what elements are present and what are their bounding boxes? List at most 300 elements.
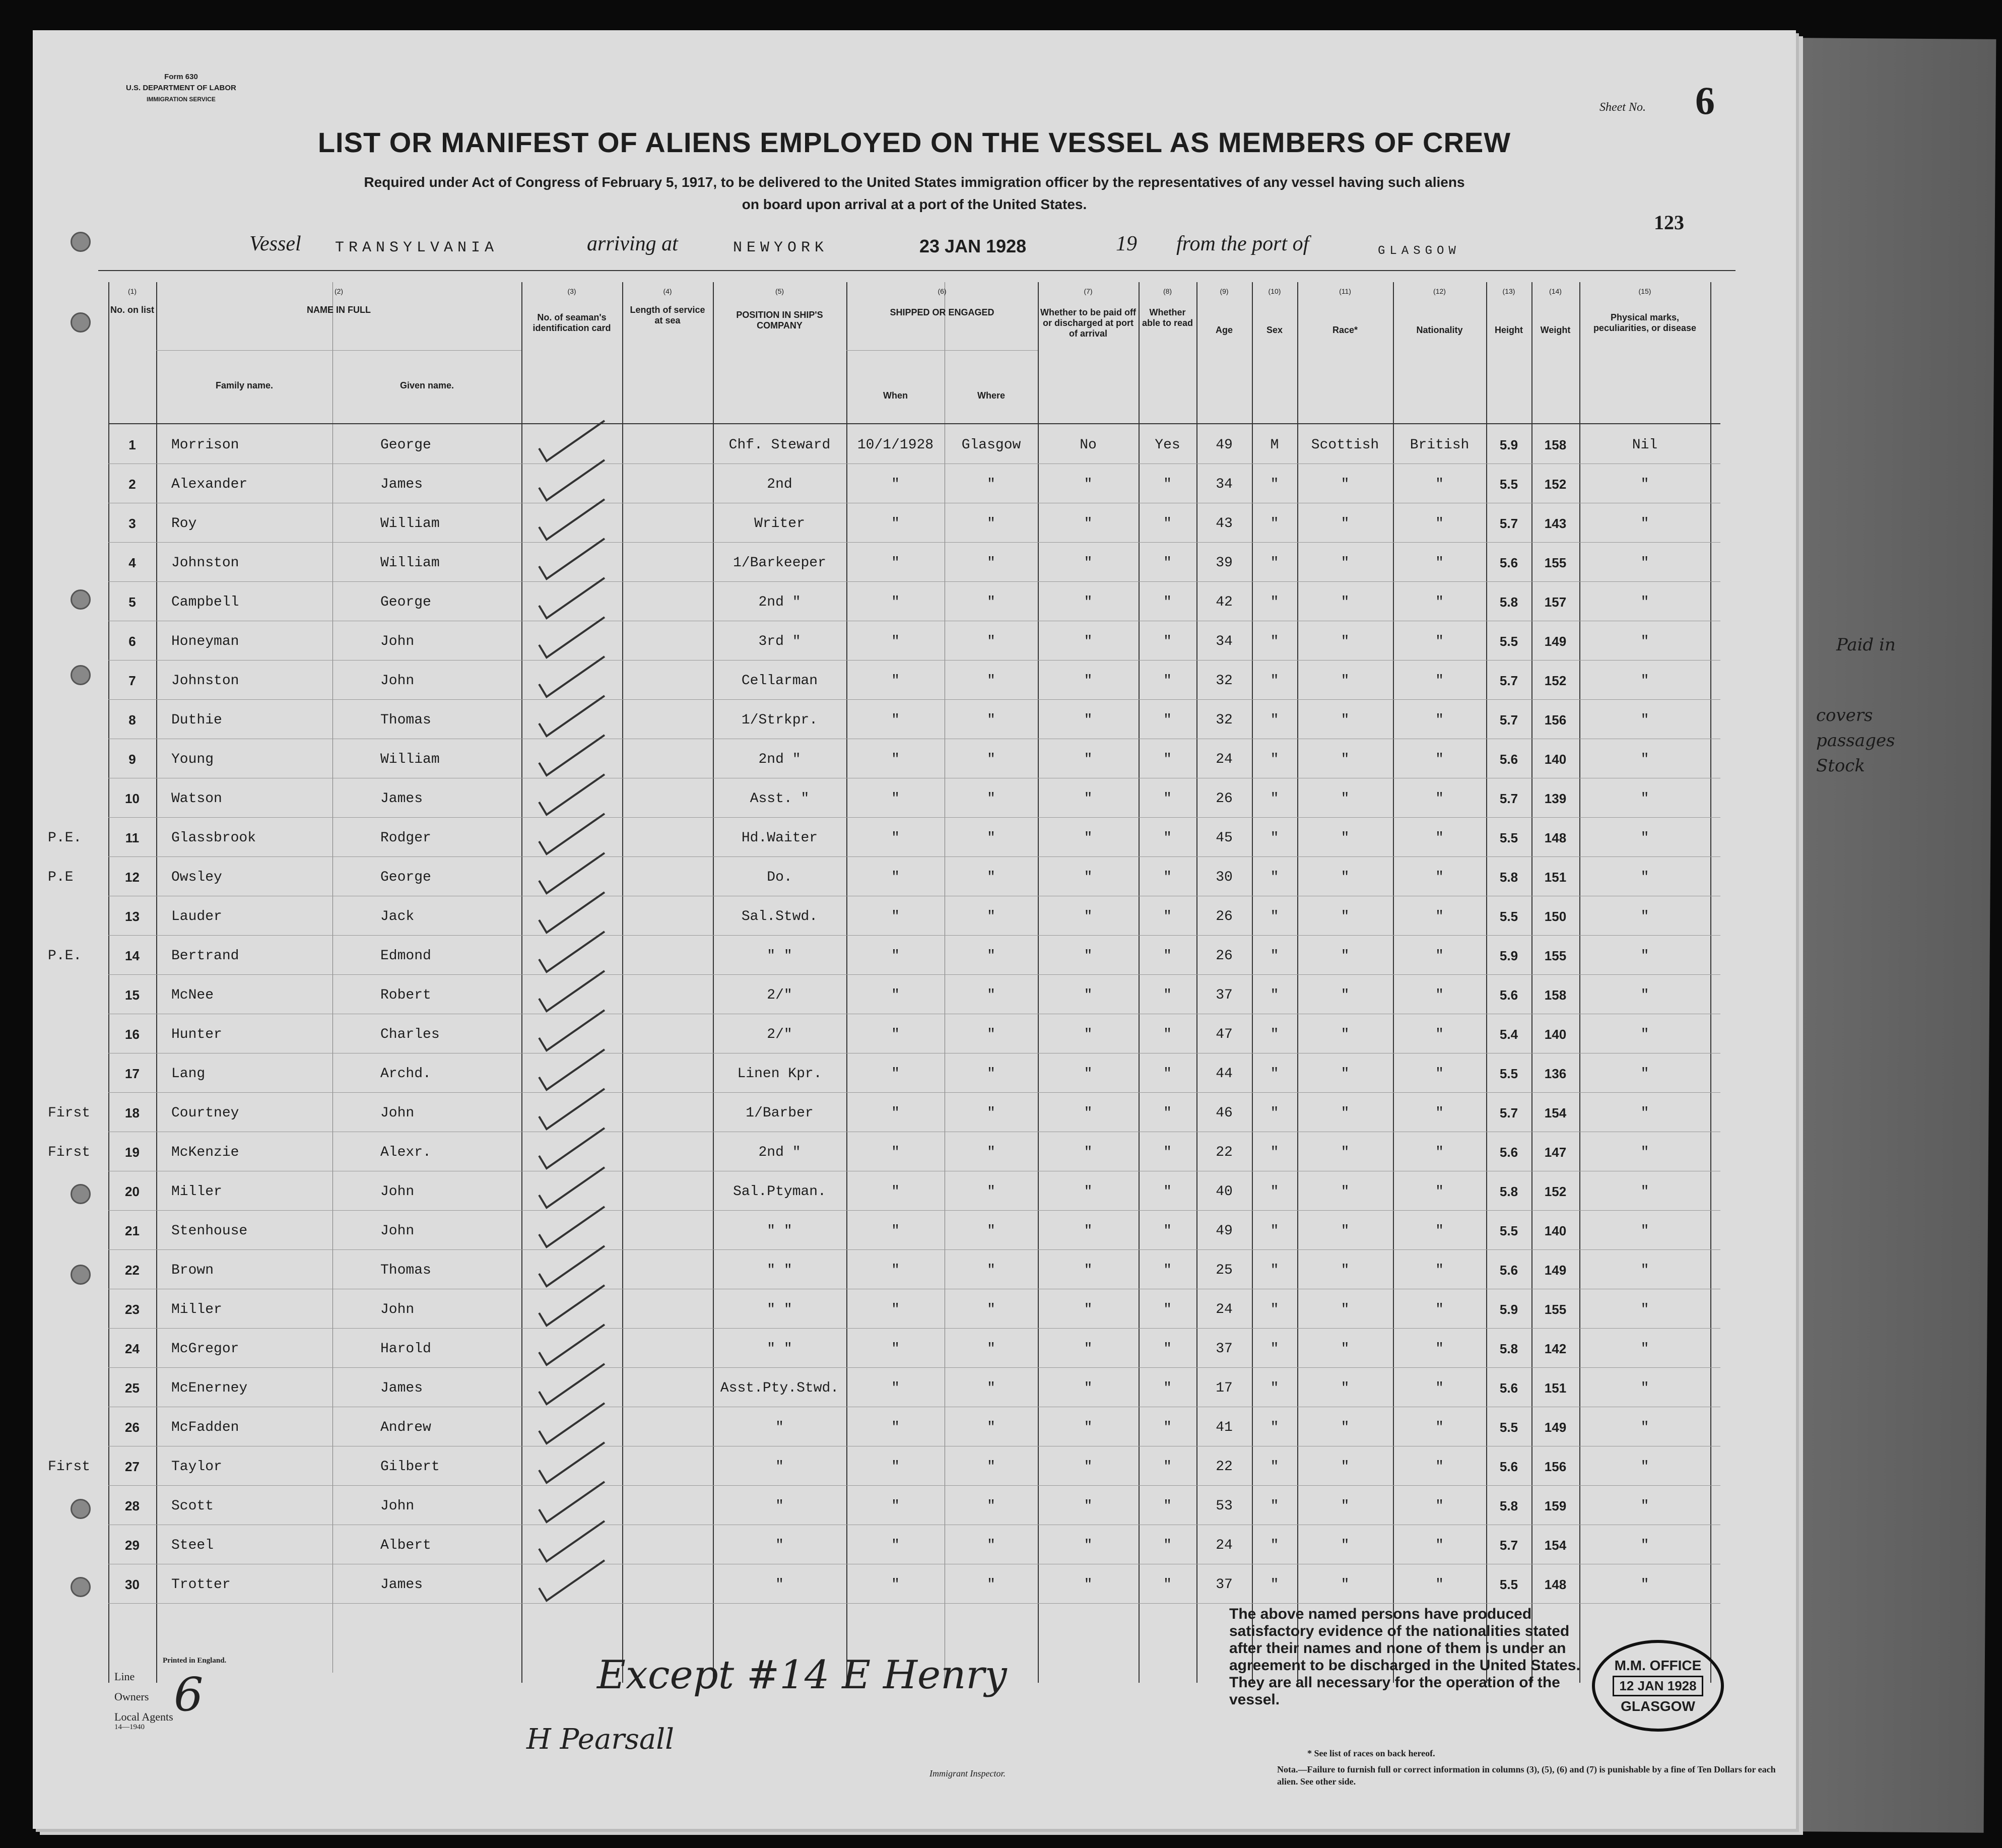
cell-nat: " <box>1435 516 1444 532</box>
cell-no: 24 <box>125 1341 140 1356</box>
cell-position: " " <box>767 1341 792 1357</box>
cell-position: Cellarman <box>741 673 818 689</box>
cell-marks: " <box>1640 830 1649 846</box>
cell-height: 5.5 <box>1499 634 1518 649</box>
cell-height: 5.6 <box>1499 1263 1518 1278</box>
cell-where: " <box>987 634 995 649</box>
cell-given: William <box>380 752 440 767</box>
check-mark <box>539 460 605 500</box>
cell-sex: " <box>1270 712 1279 728</box>
cell-no: 18 <box>125 1105 140 1120</box>
cell-nat: " <box>1435 1380 1444 1396</box>
cell-weight: 139 <box>1544 791 1567 806</box>
cell-family: Trotter <box>171 1577 231 1593</box>
cell-given: James <box>380 477 423 492</box>
cell-race: " <box>1341 987 1350 1003</box>
cell-nat: " <box>1435 1577 1444 1593</box>
cell-sex: " <box>1270 1459 1279 1475</box>
cell-weight: 150 <box>1544 909 1567 924</box>
cell-sex: " <box>1270 555 1279 571</box>
cell-position: " " <box>767 1302 792 1317</box>
cell-height: 5.6 <box>1499 1380 1518 1396</box>
cell-sex: " <box>1270 1066 1279 1082</box>
cell-race: " <box>1341 555 1350 571</box>
cell-race: " <box>1341 909 1350 925</box>
cell-sex: " <box>1270 634 1279 649</box>
cell-given: Andrew <box>380 1420 431 1435</box>
cell-position: Sal.Stwd. <box>741 909 818 925</box>
cell-family: Young <box>171 752 214 767</box>
cell-marks: " <box>1640 1341 1649 1357</box>
col-head-nationality: Nationality <box>1416 325 1463 335</box>
cell-weight: 152 <box>1544 1184 1567 1199</box>
arriving-label: arriving at <box>587 232 678 255</box>
cell-position: Sal.Ptyman. <box>733 1184 826 1200</box>
cell-marks: " <box>1640 1223 1649 1239</box>
cell-position: Hd.Waiter <box>741 830 818 846</box>
cell-no: 10 <box>125 791 140 806</box>
cell-marks: " <box>1640 987 1649 1003</box>
col-head-service: Length of service at sea <box>630 305 705 325</box>
cell-nat: " <box>1435 987 1444 1003</box>
cell-paid: " <box>1084 1184 1093 1200</box>
cell-position: " " <box>767 1263 792 1278</box>
cell-when: " <box>891 1223 900 1239</box>
check-mark <box>539 971 605 1011</box>
cell-paid: No <box>1080 437 1097 453</box>
cell-family: Glassbrook <box>171 830 256 846</box>
cell-marks: " <box>1640 1145 1649 1160</box>
cell-where: " <box>987 1263 995 1278</box>
vessel-label: Vessel <box>249 232 301 255</box>
cell-left: P.E <box>48 870 74 885</box>
cell-read: " <box>1163 634 1172 649</box>
cell-paid: " <box>1084 673 1093 689</box>
cell-where: " <box>987 909 995 925</box>
cell-given: John <box>380 1105 415 1121</box>
penalty-note: Nota.—Failure to furnish full or correct information in columns (3), (5), (6) and (7) is punishable by a fine of Ten Dollars for each alien. See other side. <box>1277 1764 1776 1787</box>
cell-no: 25 <box>125 1380 140 1396</box>
cell-where: " <box>987 987 995 1003</box>
cell-where: " <box>987 673 995 689</box>
cell-read: " <box>1163 870 1172 885</box>
cell-race: " <box>1341 830 1350 846</box>
cell-where: " <box>987 1066 995 1082</box>
check-mark <box>539 421 605 461</box>
cell-age: 43 <box>1216 516 1233 532</box>
cell-family: Owsley <box>171 870 222 885</box>
check-mark <box>539 1442 605 1483</box>
check-mark <box>539 735 605 775</box>
cell-weight: 140 <box>1544 1027 1567 1042</box>
check-mark <box>539 1482 605 1522</box>
cell-paid: " <box>1084 1577 1093 1593</box>
cell-sex: " <box>1270 1538 1279 1553</box>
handwritten-page-number: 6 <box>174 1668 204 1722</box>
cell-nat: " <box>1435 1027 1444 1042</box>
cell-read: " <box>1163 673 1172 689</box>
cell-family: Alexander <box>171 477 248 492</box>
document-subtitle <box>159 171 1670 216</box>
side-note-3: passages <box>1816 731 1895 751</box>
cell-paid: " <box>1084 516 1093 532</box>
cell-given: John <box>380 673 415 689</box>
cell-no: 1 <box>128 437 136 452</box>
cell-where: " <box>987 1538 995 1553</box>
cell-weight: 155 <box>1544 555 1567 570</box>
cell-marks: " <box>1640 1380 1649 1396</box>
cell-family: Morrison <box>171 437 239 453</box>
cell-family: Johnston <box>171 555 239 571</box>
cell-where: " <box>987 1184 995 1200</box>
cell-race: " <box>1341 673 1350 689</box>
check-mark <box>539 1128 605 1168</box>
cell-read: " <box>1163 791 1172 807</box>
cell-weight: 151 <box>1544 1380 1567 1396</box>
cell-paid: " <box>1084 1538 1093 1553</box>
cell-when: " <box>891 595 900 610</box>
cell-no: 22 <box>125 1263 140 1278</box>
cell-height: 5.9 <box>1499 1302 1518 1317</box>
cell-when: " <box>891 752 900 767</box>
cell-sex: " <box>1270 791 1279 807</box>
cell-sex: " <box>1270 1302 1279 1317</box>
cell-nat: " <box>1435 791 1444 807</box>
cell-marks: " <box>1640 595 1649 610</box>
cell-height: 5.6 <box>1499 752 1518 767</box>
col-head-paid-off: Whether to be paid off or discharged at port of arrival <box>1040 307 1136 339</box>
inspector-label: Immigrant Inspector. <box>929 1768 1006 1778</box>
cell-weight: 136 <box>1544 1066 1567 1081</box>
cell-paid: " <box>1084 1498 1093 1514</box>
check-mark <box>539 1246 605 1286</box>
cell-height: 5.8 <box>1499 1498 1518 1513</box>
cell-no: 11 <box>125 830 140 845</box>
cell-race: " <box>1341 1027 1350 1042</box>
cell-family: Brown <box>171 1263 214 1278</box>
cell-family: Courtney <box>171 1105 239 1121</box>
cell-race: " <box>1341 870 1350 885</box>
binder-hole <box>71 312 91 333</box>
cell-age: 22 <box>1216 1459 1233 1475</box>
cell-height: 5.5 <box>1499 477 1518 492</box>
cell-weight: 154 <box>1544 1538 1567 1553</box>
cell-weight: 149 <box>1544 634 1567 649</box>
cell-marks: " <box>1640 1105 1649 1121</box>
cell-family: Scott <box>171 1498 214 1514</box>
cell-no: 29 <box>125 1538 140 1553</box>
cell-nat: " <box>1435 712 1444 728</box>
cell-nat: " <box>1435 1302 1444 1317</box>
check-mark <box>539 1560 605 1601</box>
check-mark <box>539 1207 605 1247</box>
cell-nat: " <box>1435 477 1444 492</box>
cell-sex: " <box>1270 1184 1279 1200</box>
cell-paid: " <box>1084 634 1093 649</box>
cell-position: 2/" <box>767 1027 792 1042</box>
cell-marks: " <box>1640 1538 1649 1553</box>
cell-race: " <box>1341 1420 1350 1435</box>
cell-age: 24 <box>1216 1302 1233 1317</box>
check-mark <box>539 814 605 854</box>
cell-sex: " <box>1270 1145 1279 1160</box>
races-footnote: * See list of races on back hereof. <box>1307 1748 1435 1758</box>
nationality-declaration: The above named persons have produced satisfactory evidence of the nationalities stated after their names and none of them is under an agreement to be discharged in the United States. They are all necessary for the operation of the vessel. <box>1229 1606 1580 1708</box>
cell-age: 24 <box>1216 752 1233 767</box>
cell-left: P.E. <box>48 830 82 846</box>
cell-nat: " <box>1435 1223 1444 1239</box>
cell-read: " <box>1163 1145 1172 1160</box>
cell-sex: M <box>1270 437 1279 453</box>
cell-read: " <box>1163 1498 1172 1514</box>
cell-where: " <box>987 516 995 532</box>
subtitle-line-2: on board upon arrival at a port of the United States. <box>742 196 1087 212</box>
cell-marks: " <box>1640 516 1649 532</box>
cell-left: First <box>48 1459 91 1475</box>
cell-read: " <box>1163 1302 1172 1317</box>
cell-where: " <box>987 1420 995 1435</box>
cell-family: McNee <box>171 987 214 1003</box>
binder-hole <box>71 1184 91 1204</box>
cell-paid: " <box>1084 477 1093 492</box>
cell-when: " <box>891 477 900 492</box>
cell-position: Asst. " <box>750 791 810 807</box>
cell-height: 5.7 <box>1499 516 1518 531</box>
cell-where: " <box>987 1223 995 1239</box>
cell-weight: 152 <box>1544 477 1567 492</box>
col-num-7: (7) <box>1084 287 1093 295</box>
col-num-8: (8) <box>1163 287 1172 295</box>
cell-sex: " <box>1270 1420 1279 1435</box>
cell-family: Lang <box>171 1066 206 1082</box>
cell-height: 5.7 <box>1499 791 1518 806</box>
cell-height: 5.5 <box>1499 909 1518 924</box>
cell-height: 5.7 <box>1499 1538 1518 1553</box>
cell-when: " <box>891 1459 900 1475</box>
cell-when: 10/1/1928 <box>857 437 934 453</box>
document-title: LIST OR MANIFEST OF ALIENS EMPLOYED ON THE VESSEL AS MEMBERS OF CREW <box>317 126 1511 158</box>
cell-when: " <box>891 1184 900 1200</box>
sheet-label: Sheet No. <box>1599 101 1646 114</box>
cell-age: 32 <box>1216 712 1233 728</box>
cell-when: " <box>891 555 900 571</box>
cell-left: First <box>48 1105 91 1121</box>
cell-marks: " <box>1640 1577 1649 1593</box>
cell-weight: 155 <box>1544 948 1567 963</box>
cell-nat: " <box>1435 752 1444 767</box>
cell-marks: " <box>1640 634 1649 649</box>
cell-paid: " <box>1084 1380 1093 1396</box>
cell-position: 2/" <box>767 987 792 1003</box>
cell-race: Scottish <box>1311 437 1379 453</box>
header-rule <box>98 270 1736 271</box>
arrival-date-stamp: 23 JAN 1928 <box>919 236 1027 256</box>
cell-paid: " <box>1084 1223 1093 1239</box>
cell-marks: " <box>1640 1420 1649 1435</box>
cell-position: 2nd " <box>758 752 801 767</box>
cell-weight: 156 <box>1544 712 1567 728</box>
cell-given: Albert <box>380 1538 431 1553</box>
col-num-2: (2) <box>334 287 344 295</box>
cell-sex: " <box>1270 1577 1279 1593</box>
cell-position: Do. <box>767 870 792 885</box>
cell-nat: " <box>1435 948 1444 964</box>
cell-height: 5.9 <box>1499 948 1518 963</box>
col-head-height: Height <box>1495 325 1523 335</box>
col-head-given: Given name. <box>399 380 454 390</box>
cell-read: " <box>1163 477 1172 492</box>
check-mark <box>539 1325 605 1365</box>
cell-paid: " <box>1084 870 1093 885</box>
inspector-signature: H Pearsall <box>526 1723 675 1756</box>
agents-label: Local Agents <box>114 1710 173 1723</box>
cell-read: " <box>1163 1223 1172 1239</box>
cell-age: 22 <box>1216 1145 1233 1160</box>
cell-no: 20 <box>125 1184 140 1199</box>
cell-paid: " <box>1084 1420 1093 1435</box>
cell-when: " <box>891 987 900 1003</box>
cell-position: 2nd " <box>758 1145 801 1160</box>
cell-read: " <box>1163 712 1172 728</box>
cell-given: Thomas <box>380 712 431 728</box>
cell-given: Rodger <box>380 830 431 846</box>
cell-age: 25 <box>1216 1263 1233 1278</box>
owners-label: Owners <box>114 1690 149 1703</box>
cell-when: " <box>891 1145 900 1160</box>
col-num-12: (12) <box>1433 287 1446 295</box>
cell-left: P.E. <box>48 948 82 964</box>
cell-paid: " <box>1084 1263 1093 1278</box>
cell-position: " <box>775 1420 784 1435</box>
cell-marks: " <box>1640 477 1649 492</box>
cell-race: " <box>1341 791 1350 807</box>
cell-race: " <box>1341 634 1350 649</box>
cell-race: " <box>1341 948 1350 964</box>
cell-when: " <box>891 1380 900 1396</box>
cell-race: " <box>1341 712 1350 728</box>
cell-where: " <box>987 1459 995 1475</box>
cell-weight: 152 <box>1544 673 1567 688</box>
handwritten-except-note: Except #14 E Henry <box>597 1653 1007 1698</box>
cell-nat: " <box>1435 870 1444 885</box>
cell-given: Harold <box>380 1341 431 1357</box>
cell-race: " <box>1341 1380 1350 1396</box>
cell-read: " <box>1163 555 1172 571</box>
cell-where: " <box>987 477 995 492</box>
col-head-weight: Weight <box>1540 325 1571 335</box>
cell-age: 37 <box>1216 987 1233 1003</box>
cell-marks: " <box>1640 1184 1649 1200</box>
cell-sex: " <box>1270 595 1279 610</box>
cell-paid: " <box>1084 987 1093 1003</box>
cell-height: 5.9 <box>1499 437 1518 452</box>
cell-age: 45 <box>1216 830 1233 846</box>
stamp-office: M.M. OFFICE <box>1614 1657 1702 1673</box>
cell-age: 41 <box>1216 1420 1233 1435</box>
cell-age: 49 <box>1216 1223 1233 1239</box>
cell-weight: 154 <box>1544 1105 1567 1120</box>
cell-height: 5.5 <box>1499 830 1518 845</box>
binder-hole <box>71 1499 91 1519</box>
cell-read: " <box>1163 752 1172 767</box>
cell-age: 53 <box>1216 1498 1233 1514</box>
side-note-2: covers <box>1816 705 1873 725</box>
cell-marks: " <box>1640 752 1649 767</box>
cell-given: Edmond <box>380 948 431 964</box>
cell-given: Thomas <box>380 1263 431 1278</box>
cell-nat: " <box>1435 1105 1444 1121</box>
cell-when: " <box>891 634 900 649</box>
cell-nat: " <box>1435 555 1444 571</box>
cell-no: 23 <box>125 1302 140 1317</box>
cell-position: " <box>775 1498 784 1514</box>
cell-no: 14 <box>125 948 140 963</box>
cell-when: " <box>891 1105 900 1121</box>
department: U.S. DEPARTMENT OF LABOR <box>126 84 236 92</box>
cell-read: " <box>1163 595 1172 610</box>
col-head-physical-marks: Physical marks, peculiarities, or disease <box>1593 312 1697 333</box>
cell-weight: 140 <box>1544 1223 1567 1238</box>
cell-given: George <box>380 595 431 610</box>
cell-nat: " <box>1435 1498 1444 1514</box>
cell-age: 37 <box>1216 1341 1233 1357</box>
cell-family: Watson <box>171 791 222 807</box>
cell-weight: 158 <box>1544 987 1567 1003</box>
cell-no: 3 <box>128 516 136 531</box>
check-mark <box>539 892 605 933</box>
cell-given: William <box>380 516 440 532</box>
check-mark <box>539 1285 605 1326</box>
cell-height: 5.8 <box>1499 870 1518 885</box>
cell-given: William <box>380 555 440 571</box>
cell-marks: " <box>1640 1027 1649 1042</box>
cell-when: " <box>891 673 900 689</box>
cell-nat: " <box>1435 673 1444 689</box>
stamp-port: GLASGOW <box>1621 1698 1695 1714</box>
cell-height: 5.8 <box>1499 1341 1518 1356</box>
cell-family: McFadden <box>171 1420 239 1435</box>
cell-read: " <box>1163 830 1172 846</box>
cell-where: " <box>987 791 995 807</box>
cell-position: Chf. Steward <box>728 437 831 453</box>
cell-age: 39 <box>1216 555 1233 571</box>
cell-sex: " <box>1270 752 1279 767</box>
cell-height: 5.8 <box>1499 595 1518 610</box>
subtitle-line-1: Required under Act of Congress of February 5, 1917, to be delivered to the United States immigration officer by the representatives of any vessel having such aliens <box>364 174 1465 190</box>
cell-sex: " <box>1270 516 1279 532</box>
cell-nat: " <box>1435 909 1444 925</box>
sheet-number: 6 <box>1695 79 1715 122</box>
cell-position: 1/Barkeeper <box>733 555 826 571</box>
cell-when: " <box>891 1538 900 1553</box>
cell-given: James <box>380 1380 423 1396</box>
cell-read: Yes <box>1155 437 1180 453</box>
cell-paid: " <box>1084 555 1093 571</box>
col-num-11: (11) <box>1339 287 1351 295</box>
manifest-sheet <box>33 30 1896 1829</box>
cell-marks: " <box>1640 1066 1649 1082</box>
cell-given: George <box>380 437 431 453</box>
cell-age: 26 <box>1216 948 1233 964</box>
check-mark <box>539 578 605 618</box>
cell-where: " <box>987 830 995 846</box>
cell-family: Bertrand <box>171 948 239 964</box>
cell-nat: " <box>1435 595 1444 610</box>
cell-marks: " <box>1640 791 1649 807</box>
cell-marks: " <box>1640 1459 1649 1475</box>
cell-read: " <box>1163 1263 1172 1278</box>
col-head-no: No. on list <box>110 305 154 315</box>
